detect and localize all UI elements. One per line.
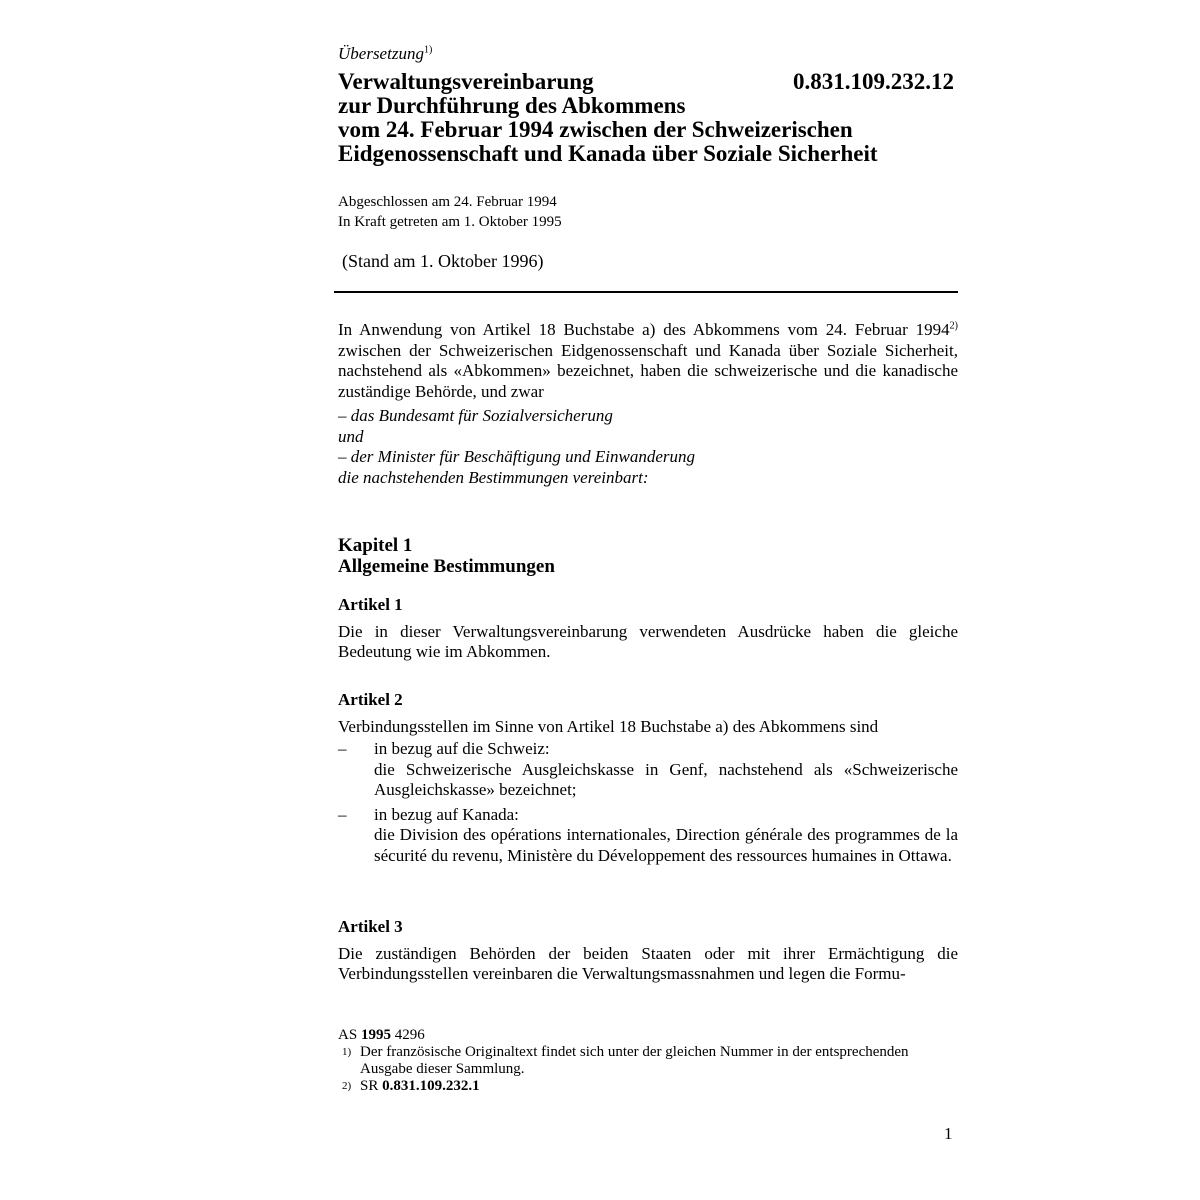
article-1 bbox=[338, 595, 958, 663]
article-heading: Artikel 1 bbox=[338, 595, 403, 614]
list-item-head: in bezug auf die Schweiz: bbox=[374, 739, 550, 758]
title-line: Verwaltungsvereinbarung bbox=[338, 69, 594, 94]
document-dates bbox=[338, 192, 958, 232]
preamble-lead: In Anwendung von Artikel 18 Buchstabe a) des Abkommens vom 24. Februar 1994 bbox=[338, 320, 950, 339]
party-conjunction: und bbox=[338, 426, 364, 446]
dash-marker: – bbox=[338, 804, 347, 824]
footnote-ref-2: 2) bbox=[949, 320, 958, 332]
preamble bbox=[338, 320, 958, 488]
article-text: Die zuständigen Behörden der beiden Staaten oder mit ihrer Ermächtigung die Verbindungsstellen vereinbaren die Verwaltungsmassnahmen und legen die Formu- bbox=[338, 943, 958, 983]
concluded-date: Abgeschlossen am 24. Februar 1994 bbox=[338, 194, 557, 210]
article-text: Die in dieser Verwaltungsvereinbarung verwendeten Ausdrücke haben die gleiche Bedeutung wie im Abkommen. bbox=[338, 621, 958, 661]
footnote-sr-number: 0.831.109.232.1 bbox=[382, 1078, 480, 1094]
article-heading: Artikel 3 bbox=[338, 917, 403, 936]
footnote-mark: 2) bbox=[342, 1080, 352, 1092]
preamble-paragraph bbox=[338, 320, 958, 402]
header-divider bbox=[334, 291, 958, 293]
footnotes bbox=[338, 1027, 958, 1095]
party-canada: – der Minister für Beschäftigung und Einwanderung bbox=[338, 447, 695, 466]
page-number: 1 bbox=[944, 1124, 953, 1143]
preamble-closing: die nachstehenden Bestimmungen vereinbart: bbox=[338, 467, 649, 487]
as-page: 4296 bbox=[390, 1027, 425, 1043]
article-heading: Artikel 2 bbox=[338, 690, 403, 709]
party-switzerland: – das Bundesamt für Sozialversicherung bbox=[338, 406, 613, 425]
footnote-ref-1: 1) bbox=[423, 44, 433, 56]
as-reference bbox=[338, 1027, 958, 1044]
title-line: Eidgenossenschaft und Kanada über Soziale Sicherheit bbox=[338, 141, 878, 166]
status-date: (Stand am 1. Oktober 1996) bbox=[342, 251, 544, 271]
translation-label: Übersetzung bbox=[338, 44, 424, 63]
in-force-date: In Kraft getreten am 1. Oktober 1995 bbox=[338, 214, 562, 230]
article-3 bbox=[338, 917, 958, 985]
sr-number: 0.831.109.232.12 bbox=[793, 69, 954, 94]
dash-marker: – bbox=[338, 739, 347, 758]
as-prefix: AS bbox=[338, 1027, 361, 1043]
list-item-body: die Schweizerische Ausgleichskasse in Genf, nachstehend als «Schweizerische Ausgleichskasse» bezeichnet; bbox=[374, 759, 958, 799]
list-item-body: die Division des opérations internationales, Direction générale des programmes de la sécurité du revenu, Ministère du Développement des ressources humaines in Ottawa. bbox=[374, 825, 958, 865]
list-item bbox=[338, 805, 958, 867]
chapter-number: Kapitel 1 bbox=[338, 535, 413, 556]
footnote-2 bbox=[338, 1078, 958, 1095]
preamble-lead-cont: zwischen der Schweizerischen Eidgenossenschaft und Kanada über Soziale Sicherheit, nachstehend als «Abkommen» bezeichnet, haben die schweizerische und die kanadische zuständige Behörde, und zwar bbox=[338, 340, 958, 401]
status-line bbox=[338, 251, 958, 272]
chapter-title: Allgemeine Bestimmungen bbox=[338, 556, 555, 577]
as-year: 1995 bbox=[360, 1027, 391, 1043]
footnote-text: Der französische Originaltext findet sich unter der gleichen Nummer in der entsprechenden Ausgabe dieser Sammlung. bbox=[360, 1044, 909, 1077]
list-item bbox=[338, 739, 958, 801]
translation-note bbox=[338, 44, 958, 64]
title-line: vom 24. Februar 1994 zwischen der Schweizerischen bbox=[338, 117, 853, 142]
footnote-1 bbox=[338, 1044, 958, 1078]
article-2 bbox=[338, 690, 958, 866]
list-item-head: in bezug auf Kanada: bbox=[374, 804, 519, 824]
title-line: zur Durchführung des Abkommens bbox=[338, 93, 686, 118]
article-text: Verbindungsstellen im Sinne von Artikel 18 Buchstabe a) des Abkommens sind bbox=[338, 716, 879, 736]
footnote-mark: 1) bbox=[342, 1046, 352, 1058]
chapter-heading bbox=[338, 535, 958, 577]
document-title bbox=[338, 70, 958, 166]
footnote-prefix: SR bbox=[360, 1078, 383, 1094]
